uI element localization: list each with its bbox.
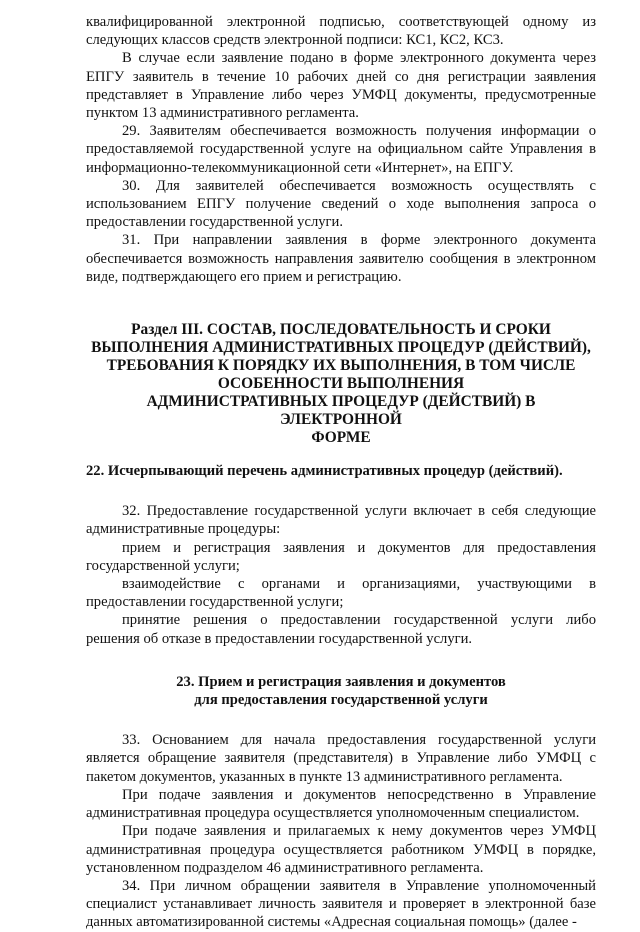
paragraph-procedure-reception: прием и регистрация заявления и документов для предоставления государственной услуги; — [86, 539, 596, 574]
section-heading-line: АДМИНИСТРАТИВНЫХ ПРОЦЕДУР (ДЕЙСТВИЙ) В ЭЛЕКТРОННОЙ — [146, 393, 536, 429]
subheading-23 — [86, 673, 596, 709]
paragraph-29: 29. Заявителям обеспечивается возможность получения информации о предоставляемой государственной услуге на официальном сайте Управления в информационно-телекоммуникационной сети «Интернет», на ЕПГУ. — [86, 123, 596, 176]
paragraph-30: 30. Для заявителей обеспечивается возможность осуществлять с использованием ЕПГУ получение сведений о ходе выполнения запроса о предоставлении государственной услуги. — [86, 177, 596, 231]
paragraph-epgu-submission: В случае если заявление подано в форме электронного документа через ЕПГУ заявитель в течение 10 рабочих дней со дня регистрации заявления представляет в Управление либо через УМФЦ документы, предусмотренные пунктом 13 административного регламента. — [86, 50, 596, 122]
section-heading-line: ОСОБЕННОСТИ ВЫПОЛНЕНИЯ — [217, 375, 465, 393]
paragraph-34: 34. При личном обращении заявителя в Управление уполномоченный специалист устанавливает личность заявителя и проверяет в электронной базе данных автоматизированной системы «Адресная социальная помощь» (далее - — [86, 877, 596, 931]
section-heading-line: ФОРМЕ — [311, 429, 371, 447]
paragraph-umfc-submission: При подаче заявления и прилагаемых к нему документов через УМФЦ административная процедура осуществляется работником УМФЦ в порядке, установленном подразделом 46 административного регламента. — [86, 823, 596, 876]
paragraph-31: 31. При направлении заявления в форме электронного документа обеспечивается возможность направления заявителю сообщения в электронном виде, подтверждающего его прием и регистрацию. — [86, 232, 596, 285]
paragraph-32: 32. Предоставление государственной услуги включает в себя следующие административные процедуры: — [86, 503, 596, 538]
section-heading-line: ТРЕБОВАНИЯ К ПОРЯДКУ ИХ ВЫПОЛНЕНИЯ, В ТОМ ЧИСЛЕ — [106, 357, 576, 375]
section-heading-line: ВЫПОЛНЕНИЯ АДМИНИСТРАТИВНЫХ ПРОЦЕДУР (ДЕЙСТВИЙ), — [91, 339, 591, 357]
subheading-23-line: для предоставления государственной услуги — [194, 692, 488, 709]
section-iii-heading — [86, 321, 596, 447]
paragraph-continuation: квалифицированной электронной подписью, соответствующей одному из следующих классов средств электронной подписи: КС1, КС2, КС3. — [86, 14, 596, 49]
section-heading-line: Раздел III. СОСТАВ, ПОСЛЕДОВАТЕЛЬНОСТЬ И СРОКИ — [131, 321, 551, 339]
paragraph-33: 33. Основанием для начала предоставления государственной услуги является обращение заявителя (представителя) в Управление либо УМФЦ с пакетом документов, указанных в пункте 13 административного регламента. — [86, 732, 596, 785]
subheading-23-line: 23. Прием и регистрация заявления и документов — [176, 673, 506, 690]
paragraph-procedure-decision: принятие решения о предоставлении государственной услуги либо решения об отказе в предоставлении государственной услуги. — [86, 612, 596, 647]
subheading-22: 22. Исчерпывающий перечень административных процедур (действий). — [86, 463, 563, 480]
paragraph-procedure-interaction: взаимодействие с органами и организациями, участвующими в предоставлении государственной услуги; — [86, 576, 596, 611]
paragraph-direct-submission: При подаче заявления и документов непосредственно в Управление административная процедура осуществляется уполномоченным специалистом. — [86, 786, 596, 822]
